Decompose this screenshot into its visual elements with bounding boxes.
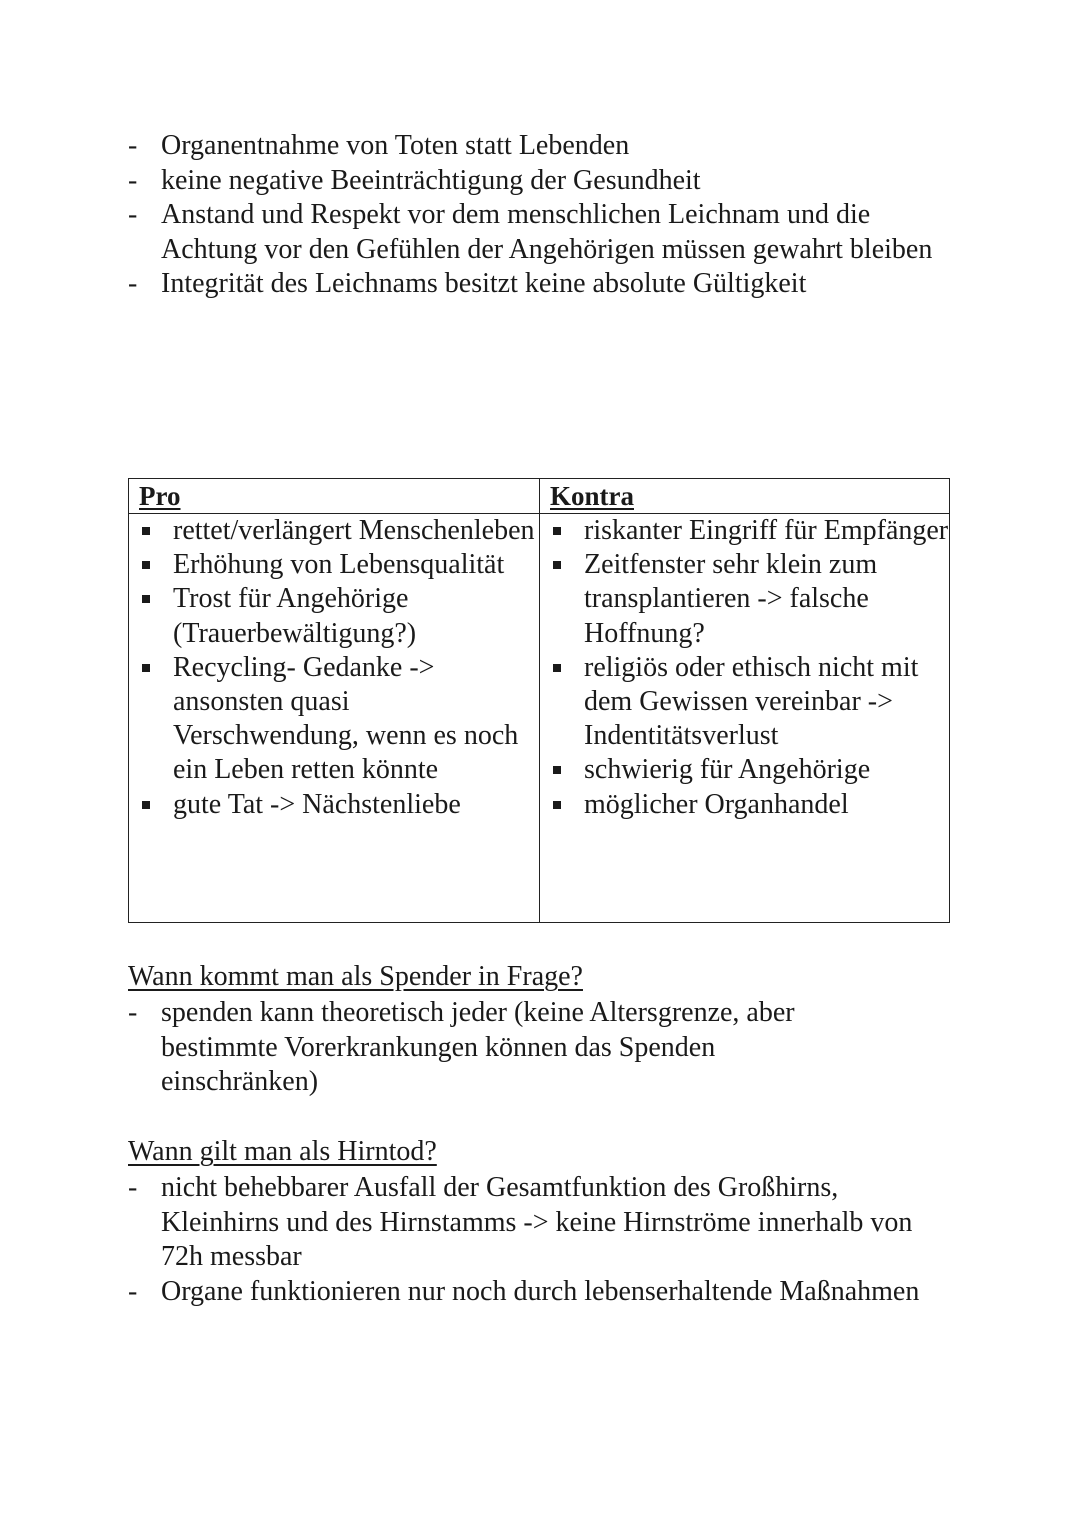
pro-header-cell (129, 479, 539, 514)
list-item: Zeitfenster sehr klein zum transplantieren -> falsche Hoffnung? (540, 548, 949, 651)
list-item: Recycling- Gedanke -> ansonsten quasi Verschwendung, wenn es noch ein Leben retten könnte (129, 651, 539, 788)
top-list (128, 129, 958, 302)
list-item: Erhöhung von Lebensqualität (129, 548, 539, 582)
list-item: rettet/verlängert Menschenleben (129, 514, 539, 548)
pro-column (129, 479, 539, 922)
list-item: - spenden kann theoretisch jeder (keine Altersgrenze, aber bestimmte Vorerkrankungen können das Spenden einschränken) (128, 997, 795, 1097)
contra-column (539, 479, 949, 922)
contra-header: Kontra (550, 481, 634, 511)
square-bullet-icon (142, 561, 150, 569)
square-bullet-icon (553, 527, 561, 535)
square-bullet-icon (553, 766, 561, 774)
square-bullet-icon (553, 561, 561, 569)
square-bullet-icon (142, 801, 150, 809)
donor-heading: Wann kommt man als Spender in Frage? (128, 961, 583, 992)
list-item: - Organentnahme von Toten statt Lebenden (128, 129, 958, 164)
list-item: möglicher Organhandel (540, 788, 949, 822)
brain-death-heading: Wann gilt man als Hirntod? (128, 1136, 437, 1167)
contra-list (540, 514, 949, 822)
list-item: gute Tat -> Nächstenliebe (129, 788, 539, 822)
list-item: - Anstand und Respekt vor dem menschlichen Leichnam und die Achtung vor den Gefühlen der Angehörigen müssen gewahrt bleiben (128, 199, 933, 265)
dash-bullet: - (128, 199, 138, 230)
pro-header: Pro (139, 481, 181, 511)
square-bullet-icon (142, 527, 150, 535)
list-item: schwierig für Angehörige (540, 753, 949, 787)
list-item: riskanter Eingriff für Empfänger (540, 514, 949, 548)
donor-list (128, 996, 868, 1100)
brain-death-list (128, 1171, 958, 1309)
dash-bullet: - (128, 164, 138, 196)
pro-contra-table (128, 478, 950, 923)
dash-bullet: - (128, 130, 138, 161)
square-bullet-icon (553, 801, 561, 809)
square-bullet-icon (142, 664, 150, 672)
list-item: - Organe funktionieren nur noch durch lebenserhaltende Maßnahmen (128, 1275, 958, 1310)
dash-bullet: - (128, 997, 138, 1028)
dash-bullet: - (128, 1275, 138, 1307)
list-item: religiös oder ethisch nicht mit dem Gewissen vereinbar -> Indentitätsverlust (540, 651, 949, 754)
dash-bullet: - (128, 1172, 138, 1203)
dash-bullet: - (128, 268, 138, 299)
list-item: - keine negative Beeinträchtigung der Gesundheit (128, 164, 958, 199)
list-item: - Integrität des Leichnams besitzt keine absolute Gültigkeit (128, 267, 958, 302)
square-bullet-icon (142, 595, 150, 603)
pro-list (129, 514, 539, 822)
list-item: - nicht behebbarer Ausfall der Gesamtfunktion des Großhirns, Kleinhirns und des Hirnstamms -> keine Hirnströme innerhalb von 72h messbar (128, 1172, 913, 1272)
list-item: Trost für Angehörige (Trauerbewältigung?) (129, 582, 539, 650)
square-bullet-icon (553, 664, 561, 672)
contra-header-cell (540, 479, 949, 514)
